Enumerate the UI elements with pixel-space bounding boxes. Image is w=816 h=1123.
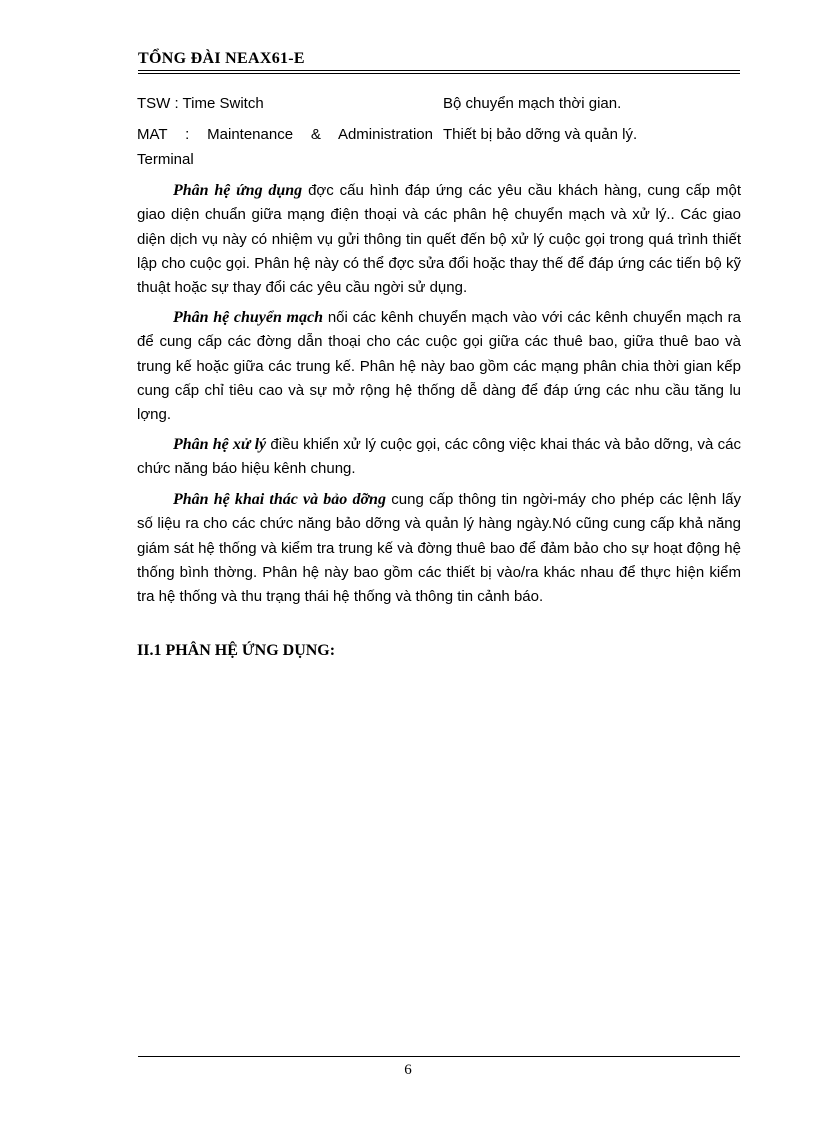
paragraph-text: đợc cấu hình đáp ứng các yêu cầu khách hàng, cung cấp một giao diện chuẩn giữa mạng điện thoại và các phân hệ chuyển mạch và xử lý.. Các giao diện dịch vụ này có nhiệm vụ gửi thông tin quết đến bộ xử lý cuộc gọi trong quá trình thiết lập cho cuộc gọi. Phân hệ này có thể đợc sửa đổi hoặc thay thế để đáp ứng các tiến bộ kỹ thuật hoặc sự thay đổi các yêu cầu ngời sử dụng. bbox=[137, 182, 741, 297]
paragraph-lead: Phân hệ xử lý bbox=[173, 436, 267, 453]
abbreviation-meaning: Thiết bị bảo dỡng và quản lý. bbox=[443, 126, 638, 143]
paragraph-text: nối các kênh chuyển mạch vào với các kênh chuyển mạch ra để cung cấp các đờng dẫn thoại cho các cuộc gọi giữa các thuê bao, giữa thuê bao và trung kế hoặc giữa các trung kế. Phân hệ này bao gồm các mạng phân chia thời gian kếp cung cấp chỉ tiêu cao và sự mở rộng hệ thống dễ dàng để đáp ứng các nhu cầu tăng lu lợng. bbox=[137, 309, 741, 424]
abbreviation-term: MAT : Maintenance & Administration Terminal bbox=[137, 126, 433, 168]
page-header-title: TỔNG ĐÀI NEAX61-E bbox=[138, 50, 305, 67]
section-heading: II.1 PHÂN HỆ ỨNG DỤNG: bbox=[137, 642, 336, 659]
paragraph-application-subsystem bbox=[137, 179, 741, 300]
header-rule-double bbox=[138, 73, 740, 74]
paragraph-processing-subsystem bbox=[137, 433, 741, 482]
paragraph-lead: Phân hệ chuyển mạch bbox=[173, 309, 323, 326]
abbreviation-term: TSW : Time Switch bbox=[137, 95, 264, 112]
paragraph-maintenance-subsystem bbox=[137, 488, 741, 609]
paragraph-lead: Phân hệ ứng dụng bbox=[173, 182, 303, 199]
paragraph-switching-subsystem bbox=[137, 306, 741, 427]
paragraph-text: điều khiển xử lý cuộc gọi, các công việc khai thác và bảo dỡng, và các chức năng báo hiệu kênh chung. bbox=[137, 436, 742, 478]
paragraph-lead: Phân hệ khai thác và bảo dỡng bbox=[173, 491, 386, 508]
header-rule bbox=[138, 70, 740, 71]
abbreviation-meaning: Bộ chuyển mạch thời gian. bbox=[443, 95, 622, 112]
page-number: 6 bbox=[404, 1062, 412, 1078]
footer-rule bbox=[138, 1056, 740, 1057]
paragraph-text: cung cấp thông tin ngời-máy cho phép các lệnh lấy số liệu ra cho các chức năng bảo dỡng và quản lý hàng ngày.Nó cũng cung cấp khả năng giám sát hệ thống và kiểm tra trung kế và đờng thuê bao để đảm bảo cho sự hoạt động hệ thống bình thờng. Phân hệ này bao gồm các thiết bị vào/ra khác nhau để thực hiện kiểm tra hệ thống và thu trạng thái hệ thống và thông tin cảnh báo. bbox=[137, 491, 741, 606]
